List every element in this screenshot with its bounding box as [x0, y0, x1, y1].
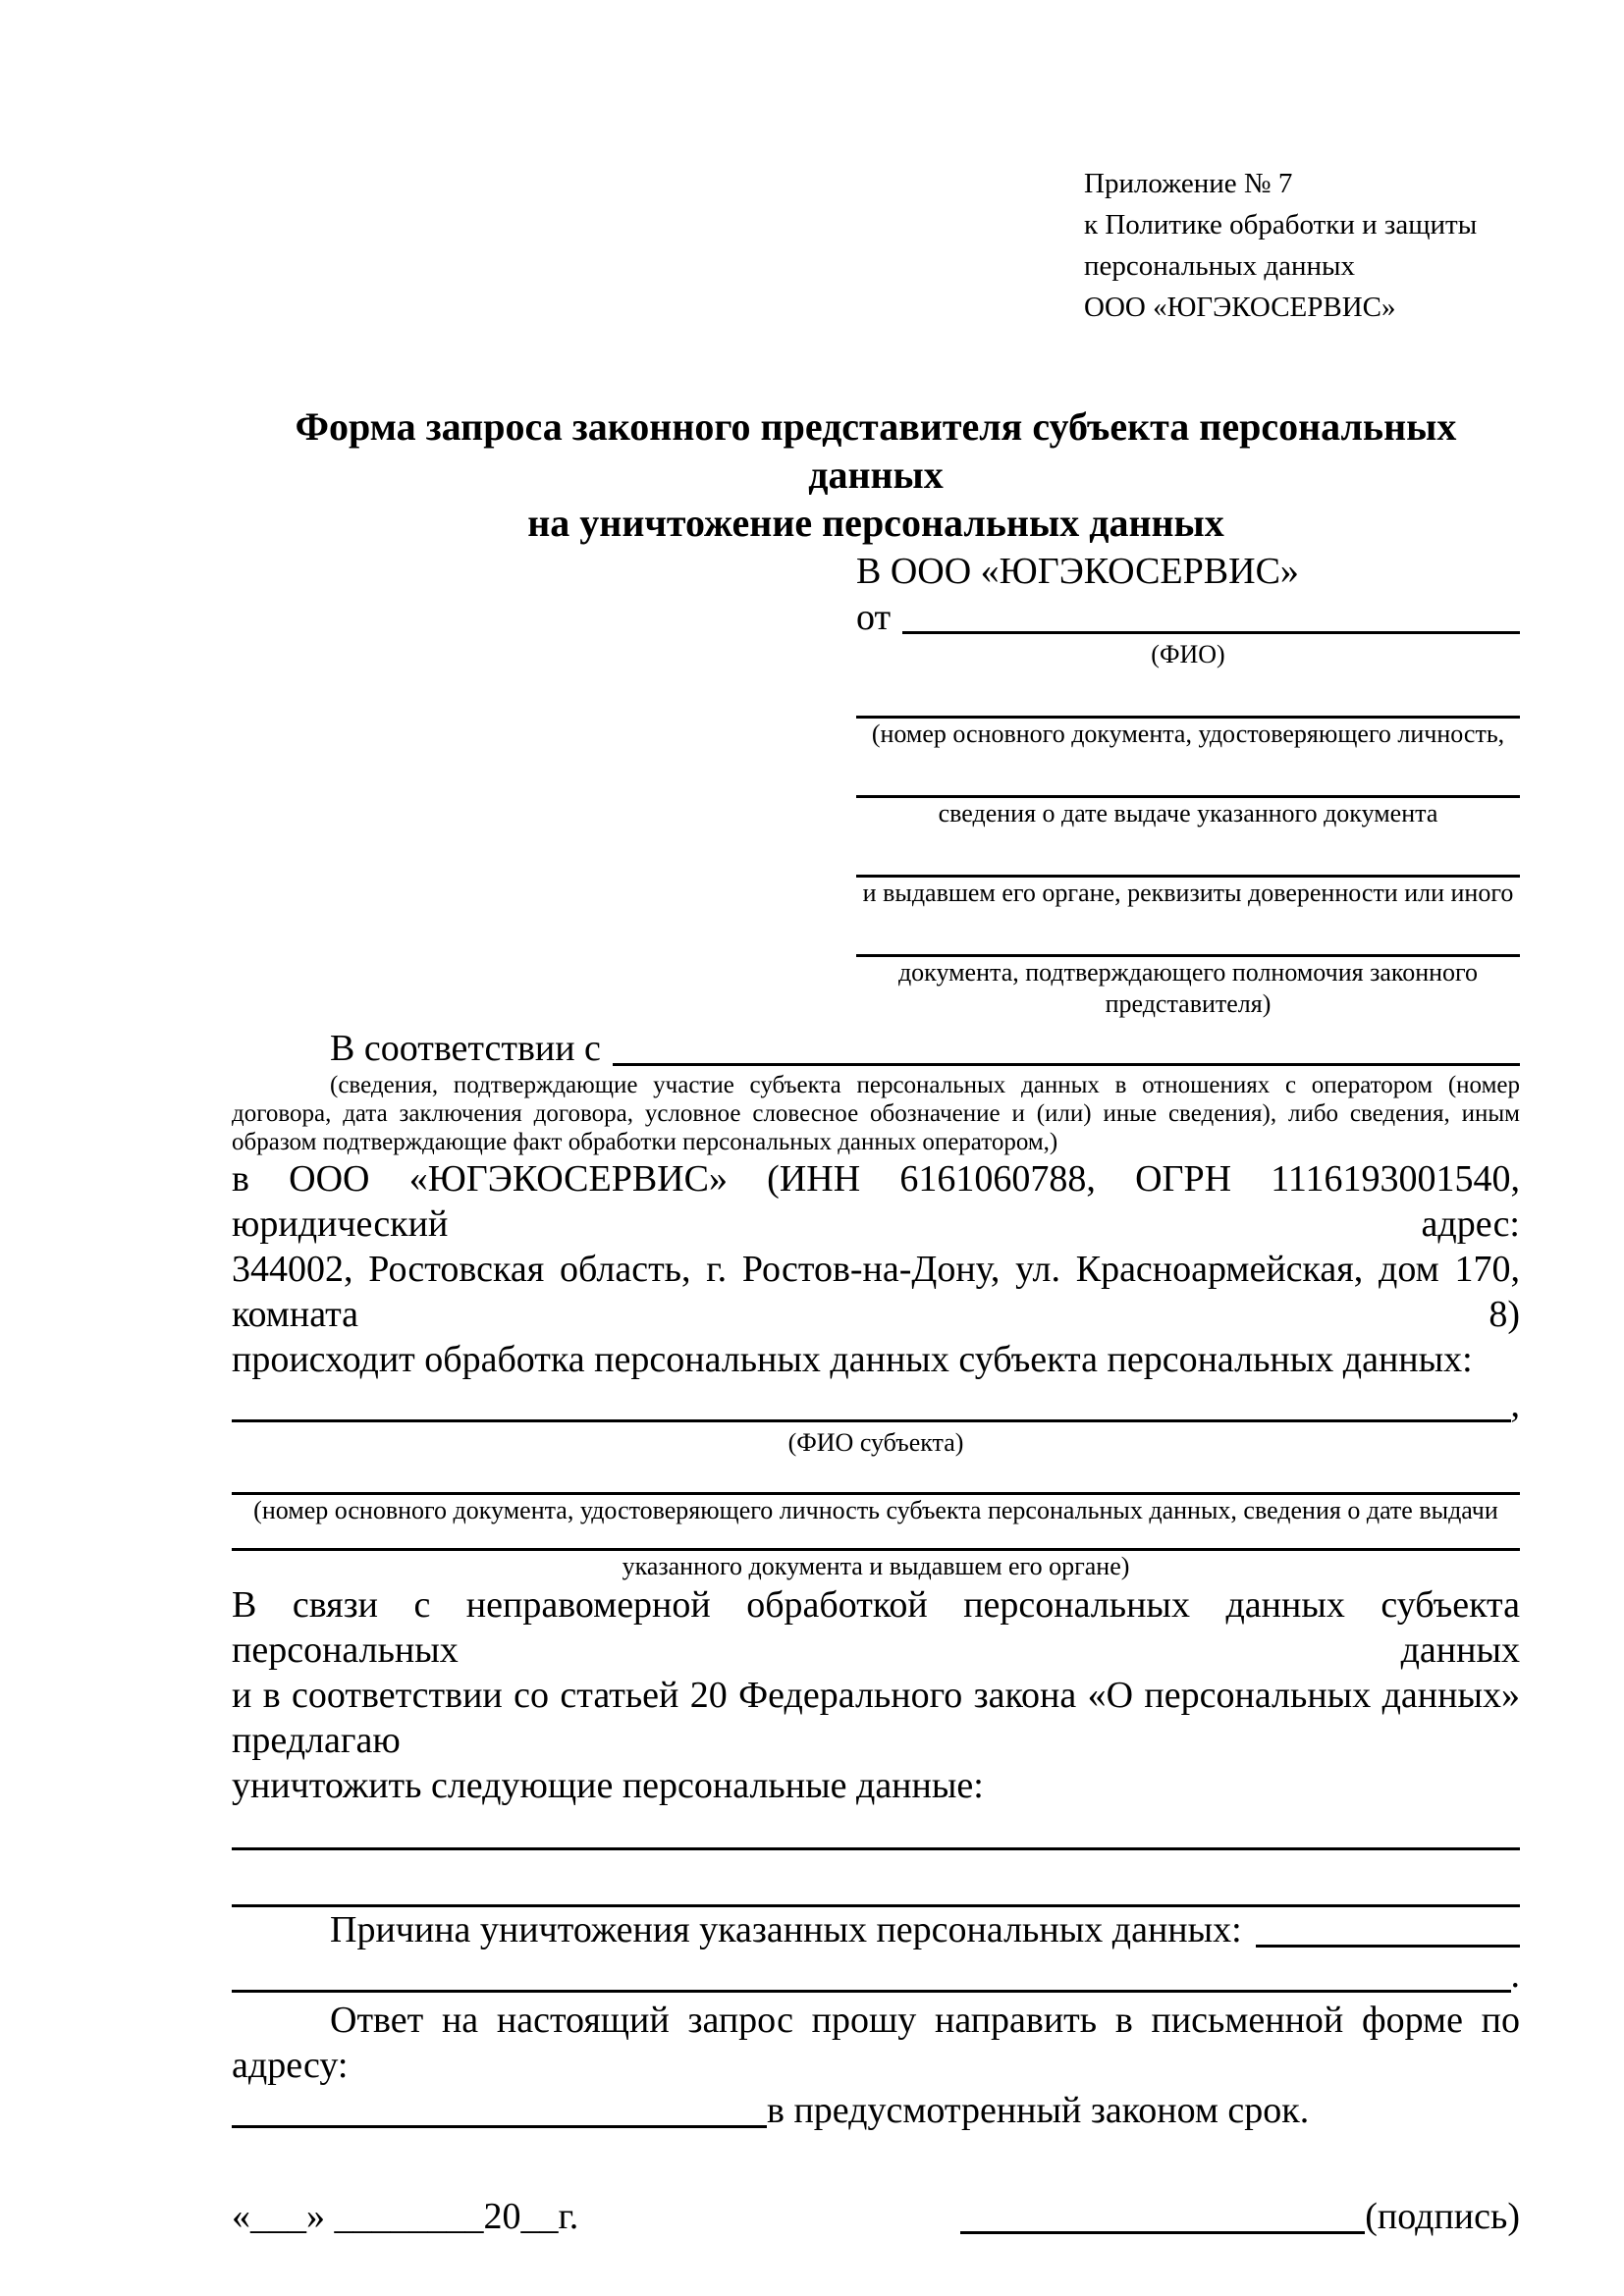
appendix-header [1084, 163, 1520, 328]
data-to-destroy-blank-line-1 [232, 1847, 1520, 1850]
demand-paragraph-line-3: уничтожить следующие персональные данные: [232, 1765, 984, 1806]
subject-fio-caption: (ФИО субъекта) [787, 1428, 964, 1457]
subject-fio-blank-line [232, 1419, 1511, 1422]
reply-sentence: Ответ на настоящий запрос прошу направить в письменной форме по адресу: [232, 2000, 1520, 2086]
demand-paragraph-line-1: В связи с неправомерной обработкой персональных данных субъекта персональных данных [232, 1584, 1520, 1671]
subject-fio-blank-row [232, 1382, 1520, 1427]
accordance-label: В соответствии с [330, 1028, 601, 1069]
addressee-block [856, 549, 1520, 1020]
signature-group [960, 2194, 1520, 2239]
representative-doc-caption-2: сведения о дате выдаче указанного документа [938, 799, 1438, 828]
reason-continuation-row [232, 1952, 1520, 1998]
form-title [232, 402, 1520, 547]
appendix-line-2: к Политике обработки и защиты [1084, 209, 1478, 240]
reply-address-blank-line [232, 2125, 767, 2128]
reason-row [232, 1907, 1520, 1952]
accordance-row [232, 1026, 1520, 1071]
appendix-line-3: персональных данных [1084, 250, 1356, 282]
form-title-line-1: Форма запроса законного представителя субъекта персональных данных [295, 404, 1457, 497]
reply-address-row [232, 2088, 1520, 2133]
appendix-line-4: ООО «ЮГЭКОСЕРВИС» [1084, 292, 1396, 323]
operator-paragraph-line-1: в ООО «ЮГЭКОСЕРВИС» (ИНН 6161060788, ОГРН 1116193001540, юридический адрес: [232, 1158, 1520, 1245]
from-row [856, 596, 1520, 639]
trailing-comma: , [1510, 1384, 1520, 1425]
subject-doc-caption-1: (номер основного документа, удостоверяющего личность субъекта персональных данных, сведения о дате выдачи [253, 1496, 1498, 1524]
addressee-organization: В ООО «ЮГЭКОСЕРВИС» [856, 551, 1299, 592]
appendix-line-1: Приложение № 7 [1084, 168, 1293, 199]
date-template: «___» ________20__г. [232, 2196, 579, 2237]
signature-blank-line [960, 2231, 1365, 2234]
reply-tail-text: в предусмотренный законом срок. [767, 2090, 1310, 2131]
accordance-footnote: (сведения, подтверждающие участие субъекта персональных данных в отношениях с оператором (номер договора, дата заключения договора, условное словесное обозначение и (или) иные сведения), либо сведения, иным образом подтверждающие факт обработки персональных данных оператором,) [232, 1072, 1520, 1155]
representative-doc-caption-3: и выдавшем его органе, реквизиты доверенности или иного [862, 879, 1514, 907]
fio-caption: (ФИО) [1151, 640, 1225, 668]
accordance-blank-line [613, 1063, 1520, 1066]
representative-name-blank-line [902, 631, 1520, 634]
trailing-period: . [1510, 1954, 1520, 1996]
signature-caption: (подпись) [1365, 2196, 1520, 2237]
representative-doc-caption-1: (номер основного документа, удостоверяющего личность, [871, 720, 1505, 748]
date-signature-row [232, 2194, 1520, 2239]
operator-paragraph-line-3: происходит обработка персональных данных субъекта персональных данных: [232, 1339, 1473, 1380]
operator-paragraph-line-2: 344002, Ростовская область, г. Ростов-на-Дону, ул. Красноармейская, дом 170, комната 8) [232, 1249, 1520, 1335]
reason-blank-line-2 [232, 1990, 1511, 1993]
reason-blank-line [1256, 1945, 1520, 1948]
demand-paragraph-line-2: и в соответствии со статьей 20 Федерального закона «О персональных данных» предлагаю [232, 1675, 1520, 1761]
reason-label: Причина уничтожения указанных персональных данных: [330, 1909, 1242, 1950]
subject-doc-caption-2: указанного документа и выдавшем его органе) [622, 1552, 1130, 1580]
from-label: от [856, 597, 892, 638]
form-title-line-2: на уничтожение персональных данных [527, 501, 1224, 545]
representative-doc-caption-4: документа, подтверждающего полномочия законного представителя) [897, 958, 1479, 1018]
